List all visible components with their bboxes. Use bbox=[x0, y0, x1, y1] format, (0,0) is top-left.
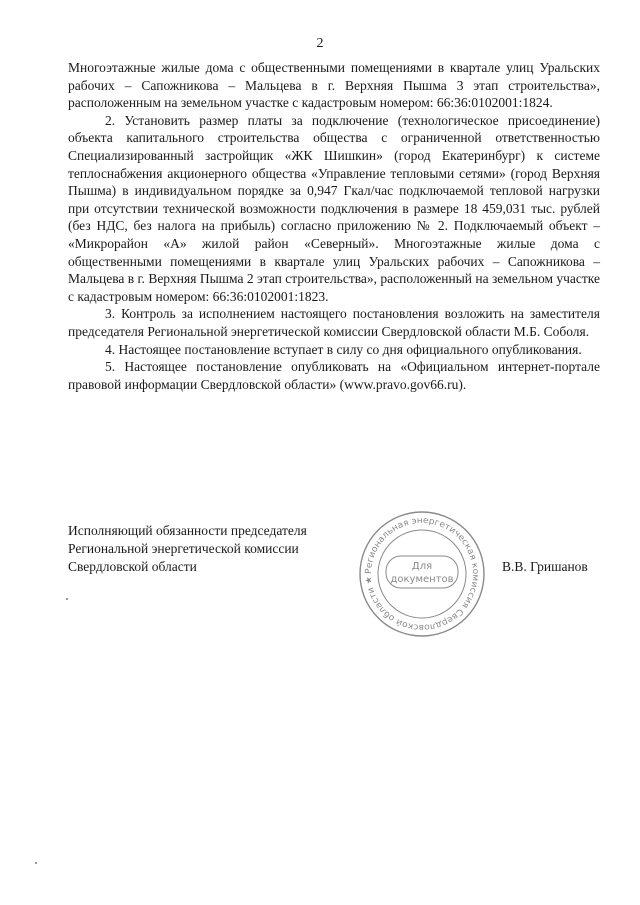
paragraph-item-2: 2. Установить размер платы за подключение (технологическое присоединение) объекта капитального строительства общества с ограниченной ответственностью Специализированный застройщик «ЖК Шишкин» (город Екатеринбург) к системе теплоснабжения акционерного общества «Управление тепловыми сетями» (город Верхняя Пышма) в индивидуальном порядке за 0,947 Гкал/час подключаемой тепловой нагрузки при отсутствии технической возможности подключения в размере 18 459,031 тыс. рублей (без НДС, без налога на прибыль) согласно приложению № 2. Подключаемый объект – «Микрорайон «А» жилой район «Северный». Многоэтажные жилые дома с общественными помещениями в квартале улиц Уральских рабочих – Сапожникова – Мальцева в г. Верхняя Пышма 2 этап строительства», расположенный на земельном участке с кадастровым номером: 66:36:0102001:1823. bbox=[68, 112, 600, 304]
signatory-position bbox=[68, 522, 307, 576]
seal-center-line1: Для bbox=[411, 561, 433, 572]
paragraph-item-5: 5. Настоящее постановление опубликовать на «Официальном интернет-портале правовой информации Свердловской области» (www.pravo.gov66.ru). bbox=[68, 359, 600, 392]
scan-speck bbox=[66, 598, 68, 600]
official-seal-graphic bbox=[356, 508, 488, 640]
seal-center-line2: документов bbox=[390, 574, 454, 585]
official-seal bbox=[356, 508, 488, 640]
paragraph-continuation: Многоэтажные жилые дома с общественными помещениями в квартале улиц Уральских рабочих – Сапожникова – Мальцева в г. Верхняя Пышма 3 этап строительства», расположенным на земельном участке с кадастровым номером: 66:36:0102001:1824. bbox=[68, 60, 600, 111]
signatory-name: В.В. Гришанов bbox=[502, 559, 588, 574]
seal-ring-text: Региональная энергетическая комиссия Свердловской области ★ bbox=[363, 515, 481, 633]
page-number: 2 bbox=[316, 36, 324, 51]
paragraph-item-3: 3. Контроль за исполнением настоящего постановления возложить на заместителя председателя Региональной энергетической комиссии Свердловской области М.Б. Соболя. bbox=[68, 306, 600, 339]
signatory-position-line: Свердловской области bbox=[68, 559, 197, 574]
document-body bbox=[68, 59, 600, 393]
signatory-position-line: Исполняющий обязанности председателя bbox=[68, 523, 307, 538]
scan-speck bbox=[35, 862, 37, 864]
paragraph-item-4: 4. Настоящее постановление вступает в силу со дня официального опубликования. bbox=[105, 341, 582, 357]
signatory-position-line: Региональной энергетической комиссии bbox=[68, 541, 299, 556]
